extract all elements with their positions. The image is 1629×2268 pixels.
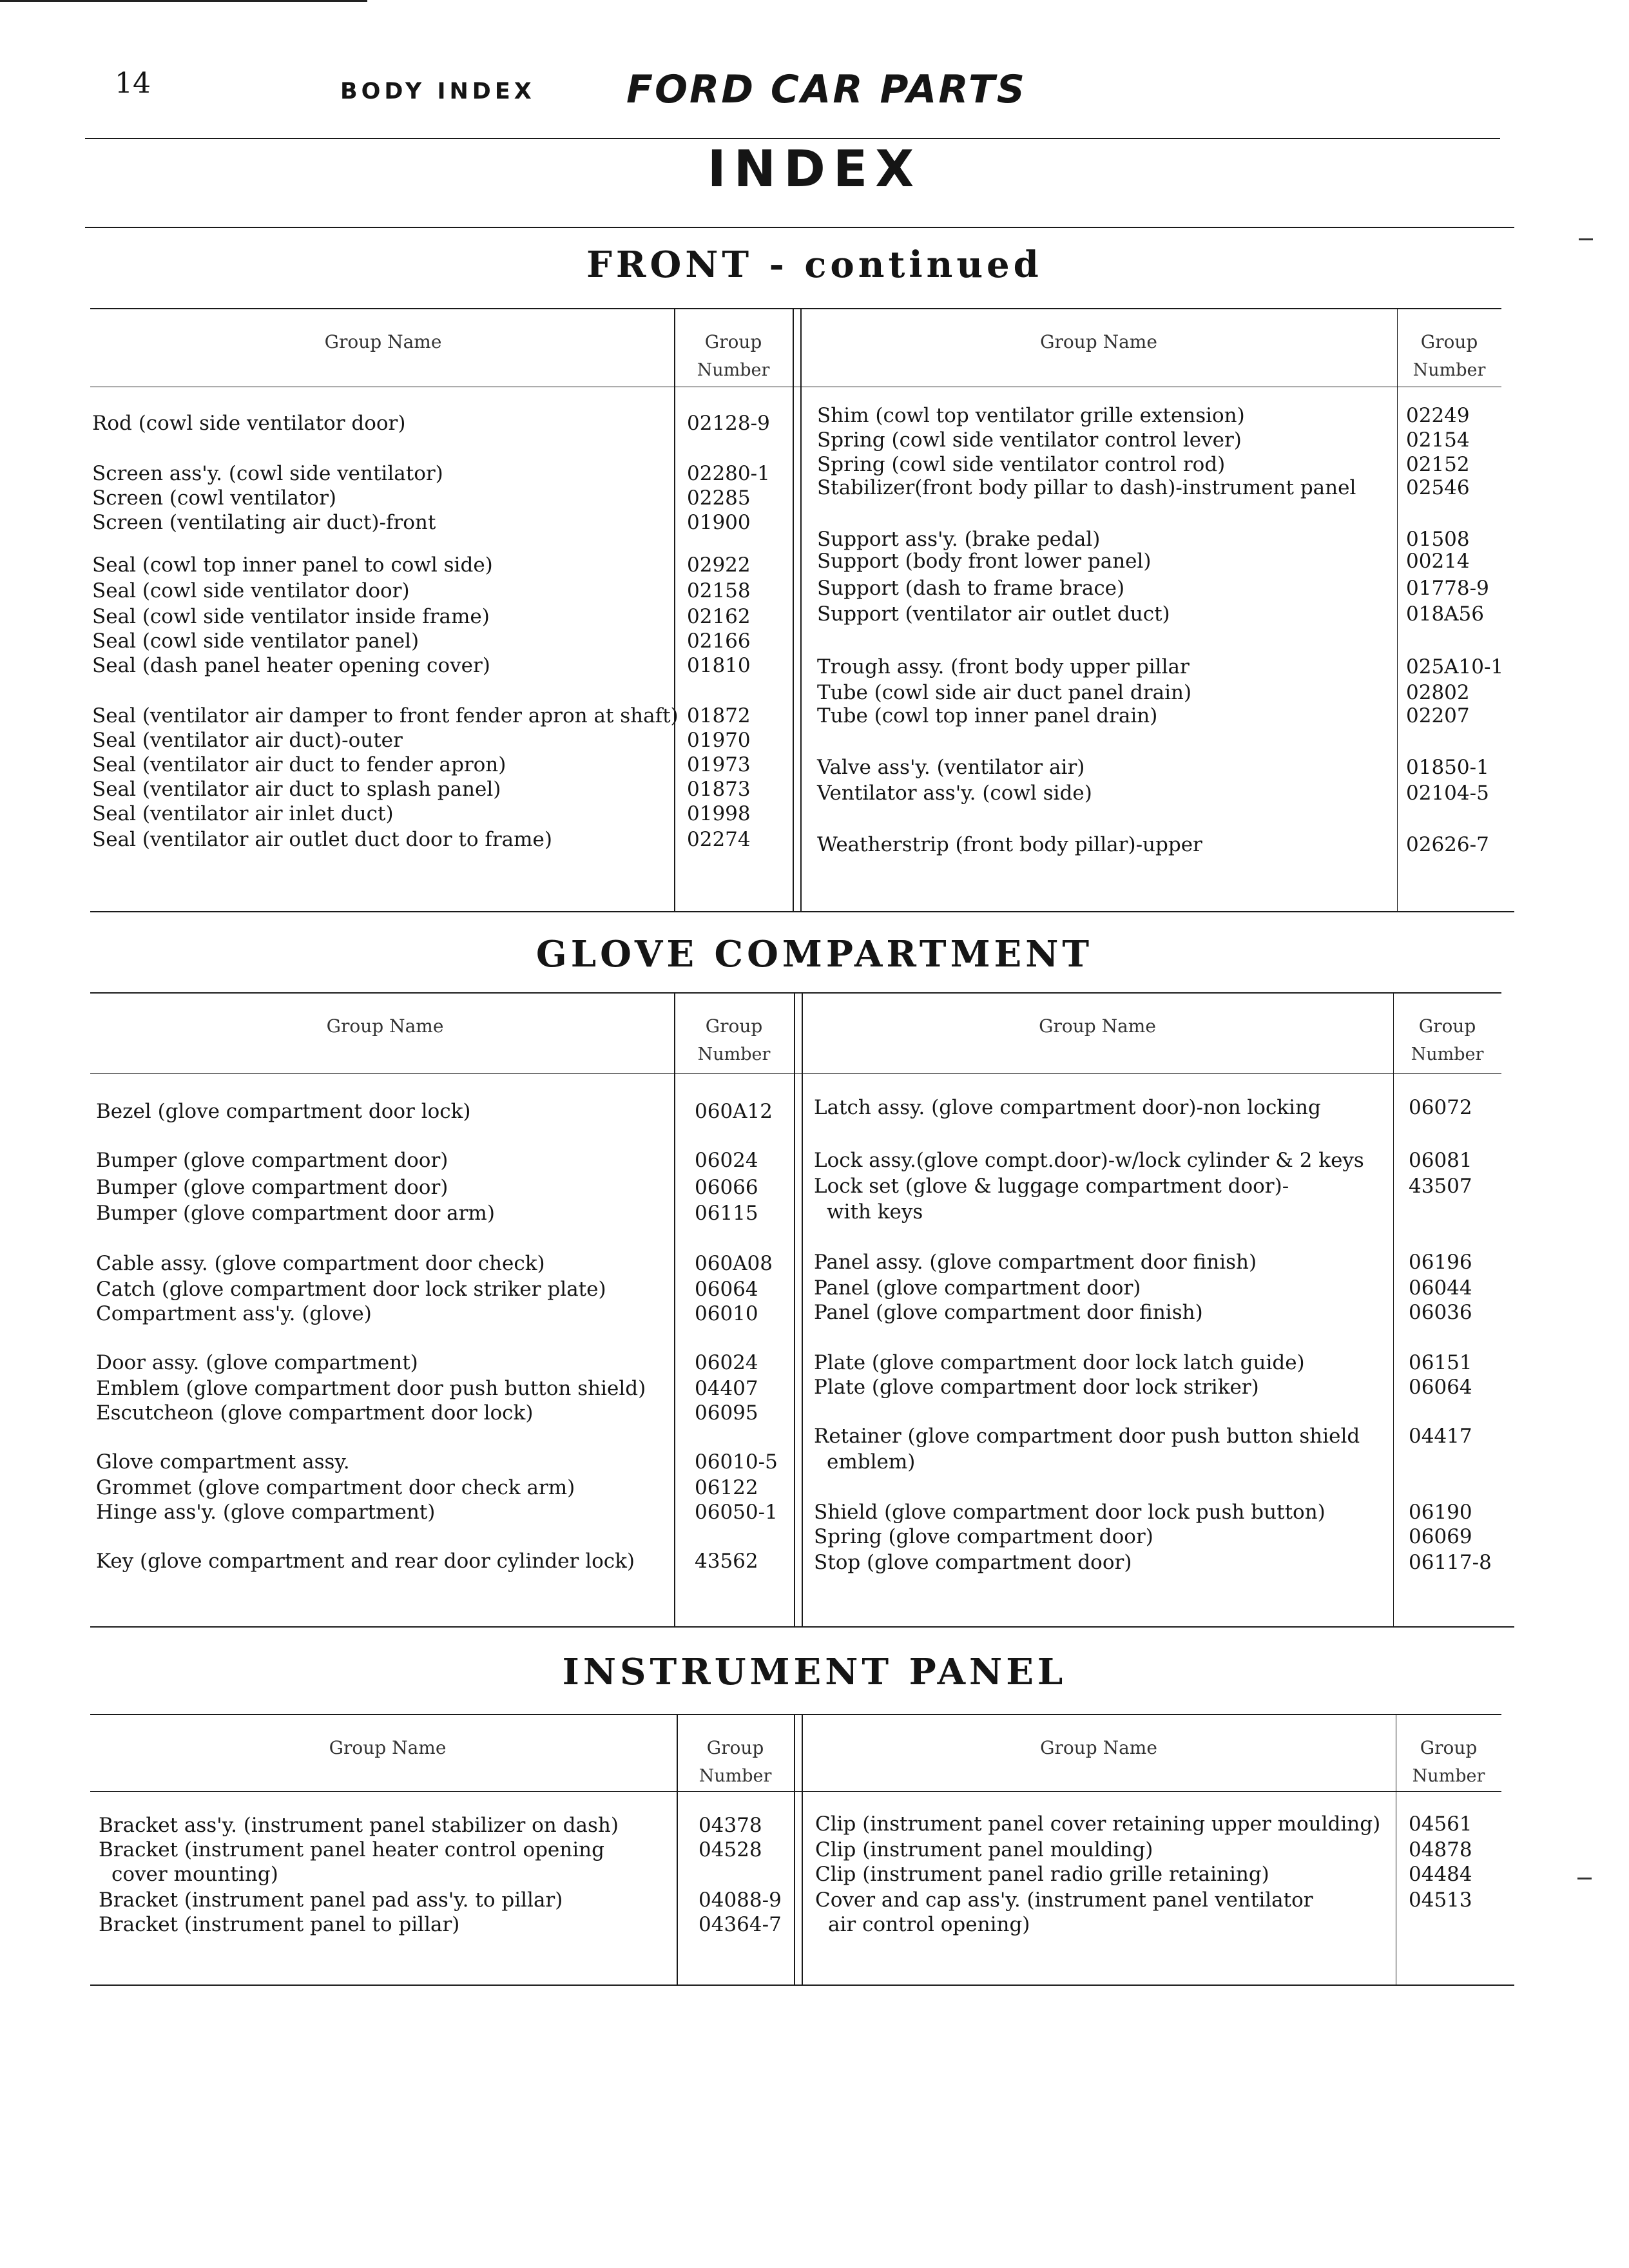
group-number: 04528 bbox=[699, 1838, 762, 1861]
group-number: 43507 bbox=[1409, 1175, 1472, 1198]
part-name: Trough assy. (front body upper pillar bbox=[817, 655, 1190, 678]
part-name: Emblem (glove compartment door push button shield) bbox=[96, 1377, 646, 1400]
group-number: 04407 bbox=[695, 1377, 758, 1400]
group-number: 04364-7 bbox=[699, 1913, 782, 1936]
group-number: 06024 bbox=[695, 1149, 758, 1172]
group-number: 02280-1 bbox=[687, 462, 770, 485]
group-number: 02285 bbox=[687, 486, 751, 510]
table-header-rule bbox=[90, 1791, 1501, 1792]
part-name: Ventilator ass'y. (cowl side) bbox=[817, 782, 1092, 805]
group-number: 06072 bbox=[1409, 1096, 1472, 1119]
group-number: 06066 bbox=[695, 1176, 758, 1199]
part-name: Rod (cowl side ventilator door) bbox=[92, 412, 406, 435]
part-name: Tube (cowl side air duct panel drain) bbox=[817, 681, 1192, 704]
part-name: Panel assy. (glove compartment door finish) bbox=[814, 1251, 1257, 1274]
part-name: Weatherstrip (front body pillar)-upper bbox=[817, 833, 1202, 856]
group-number: 04484 bbox=[1409, 1863, 1472, 1886]
group-number: 06122 bbox=[695, 1476, 758, 1499]
group-number: 02158 bbox=[687, 579, 751, 602]
part-name: Seal (cowl side ventilator inside frame) bbox=[92, 605, 490, 628]
group-number: 01873 bbox=[687, 778, 751, 801]
part-name: Seal (cowl side ventilator door) bbox=[92, 579, 410, 602]
part-name: Plate (glove compartment door lock striker) bbox=[814, 1376, 1259, 1399]
part-name: Spring (cowl side ventilator control lever) bbox=[817, 428, 1242, 452]
header-label: Number bbox=[1411, 1044, 1484, 1064]
part-name: Seal (ventilator air inlet duct) bbox=[92, 802, 394, 825]
group-number: 06024 bbox=[695, 1351, 758, 1374]
top-edge-rule bbox=[0, 0, 367, 2]
part-name: Tube (cowl top inner panel drain) bbox=[817, 704, 1158, 727]
part-name: Support (ventilator air outlet duct) bbox=[817, 602, 1170, 626]
group-number: 00214 bbox=[1406, 550, 1470, 573]
header-label: Number bbox=[697, 360, 770, 380]
group-number: 04088-9 bbox=[699, 1888, 782, 1912]
part-name: air control opening) bbox=[828, 1913, 1030, 1936]
header-label: Group bbox=[705, 1015, 763, 1037]
part-name: Shim (cowl top ventilator grille extension) bbox=[817, 404, 1245, 427]
group-number: 025A10-1 bbox=[1406, 655, 1504, 678]
part-name: Glove compartment assy. bbox=[96, 1450, 350, 1474]
column-header-group-name bbox=[99, 1737, 677, 1758]
table-top-rule bbox=[90, 308, 1501, 309]
group-number: 01998 bbox=[687, 802, 751, 825]
column-header-group-name bbox=[96, 1015, 674, 1037]
group-number: 04417 bbox=[1409, 1425, 1472, 1448]
part-name: Retainer (glove compartment door push button shield bbox=[814, 1425, 1360, 1448]
group-number: 06069 bbox=[1409, 1525, 1472, 1548]
table-bottom-rule bbox=[90, 911, 1514, 912]
page-number: 14 bbox=[115, 67, 151, 100]
group-number: 02922 bbox=[687, 553, 751, 577]
part-name: Bracket (instrument panel pad ass'y. to pillar) bbox=[99, 1888, 563, 1912]
part-name: Catch (glove compartment door lock striker plate) bbox=[96, 1278, 606, 1301]
group-number: 060A08 bbox=[695, 1252, 773, 1275]
group-number: 02154 bbox=[1406, 428, 1470, 452]
header-label: Group bbox=[704, 331, 762, 352]
column-divider bbox=[674, 308, 675, 911]
part-name: Hinge ass'y. (glove compartment) bbox=[96, 1501, 436, 1524]
part-name: Seal (ventilator air duct)-outer bbox=[92, 729, 403, 752]
part-name: Seal (dash panel heater opening cover) bbox=[92, 654, 490, 677]
group-number: 02128-9 bbox=[687, 412, 770, 435]
part-name: Bezel (glove compartment door lock) bbox=[96, 1100, 471, 1123]
header-label: Group Name bbox=[324, 331, 442, 352]
part-name: Seal (cowl top inner panel to cowl side) bbox=[92, 553, 493, 577]
group-number: 06081 bbox=[1409, 1149, 1472, 1172]
part-name: Support (body front lower panel) bbox=[817, 550, 1152, 573]
part-name: Cable assy. (glove compartment door check) bbox=[96, 1252, 545, 1275]
group-number: 43562 bbox=[695, 1550, 758, 1573]
column-divider bbox=[800, 308, 802, 911]
header-label: Group bbox=[706, 1737, 764, 1758]
index-rule bbox=[85, 227, 1514, 228]
header-label: Group Name bbox=[1039, 1015, 1156, 1037]
column-header-group-number bbox=[1397, 331, 1501, 380]
part-name: Bracket (instrument panel heater control opening bbox=[99, 1838, 604, 1861]
column-header-group-number bbox=[674, 331, 793, 380]
column-header-group-number bbox=[1396, 1737, 1501, 1786]
part-name: Bumper (glove compartment door) bbox=[96, 1149, 448, 1172]
group-number: 02546 bbox=[1406, 476, 1470, 499]
part-name: with keys bbox=[827, 1200, 923, 1224]
group-number: 06036 bbox=[1409, 1301, 1472, 1324]
group-number: 02152 bbox=[1406, 453, 1470, 476]
column-divider bbox=[674, 992, 675, 1626]
group-number: 060A12 bbox=[695, 1100, 773, 1123]
header-label: Number bbox=[699, 1766, 772, 1786]
group-number: 02802 bbox=[1406, 681, 1470, 704]
group-number: 02207 bbox=[1406, 704, 1470, 727]
group-number: 06115 bbox=[695, 1202, 758, 1225]
part-name: Seal (ventilator air damper to front fender apron at shaft) bbox=[92, 704, 679, 727]
group-number: 01810 bbox=[687, 654, 751, 677]
table-top-rule bbox=[90, 992, 1501, 994]
part-name: Bumper (glove compartment door arm) bbox=[96, 1202, 495, 1225]
part-name: Bumper (glove compartment door) bbox=[96, 1176, 448, 1199]
margin-mark bbox=[1579, 238, 1593, 240]
table-header-rule bbox=[90, 1073, 1501, 1074]
part-name: Stabilizer(front body pillar to dash)-instrument panel bbox=[817, 476, 1356, 499]
group-number: 02274 bbox=[687, 828, 751, 851]
column-divider bbox=[1393, 992, 1394, 1626]
margin-mark bbox=[1577, 1878, 1592, 1879]
part-name: Grommet (glove compartment door check arm) bbox=[96, 1476, 575, 1499]
part-name: Compartment ass'y. (glove) bbox=[96, 1302, 372, 1325]
table-top-rule bbox=[90, 1714, 1501, 1715]
table-bottom-rule bbox=[90, 1626, 1514, 1628]
header-label: Group Name bbox=[1040, 331, 1157, 352]
group-number: 04878 bbox=[1409, 1838, 1472, 1861]
part-name: Screen (ventilating air duct)-front bbox=[92, 511, 436, 534]
part-name: Panel (glove compartment door finish) bbox=[814, 1301, 1203, 1324]
header-label: Number bbox=[1412, 360, 1486, 380]
group-number: 01973 bbox=[687, 753, 751, 776]
header-label: Group Name bbox=[329, 1737, 447, 1758]
part-name: Escutcheon (glove compartment door lock) bbox=[96, 1401, 534, 1425]
group-number: 02166 bbox=[687, 629, 751, 653]
table-bottom-rule bbox=[90, 1984, 1514, 1986]
group-number: 01508 bbox=[1406, 528, 1470, 551]
column-divider bbox=[793, 308, 794, 911]
part-name: Stop (glove compartment door) bbox=[814, 1551, 1132, 1574]
column-divider bbox=[794, 992, 795, 1626]
part-name: Cover and cap ass'y. (instrument panel ventilator bbox=[815, 1888, 1313, 1912]
part-name: Shield (glove compartment door lock push button) bbox=[814, 1501, 1325, 1524]
part-name: Lock set (glove & luggage compartment door)- bbox=[814, 1175, 1289, 1198]
column-header-group-name bbox=[800, 331, 1397, 352]
part-name: Screen ass'y. (cowl side ventilator) bbox=[92, 462, 443, 485]
brand-title: FORD CAR PARTS bbox=[626, 67, 1027, 112]
section-title: GLOVE COMPARTMENT bbox=[535, 933, 1094, 975]
group-number: 06044 bbox=[1409, 1276, 1472, 1300]
part-name: Support (dash to frame brace) bbox=[817, 577, 1125, 600]
group-number: 01900 bbox=[687, 511, 751, 534]
group-number: 06064 bbox=[695, 1278, 758, 1301]
group-number: 04378 bbox=[699, 1814, 762, 1837]
column-divider bbox=[794, 1714, 795, 1984]
header-label: Number bbox=[1412, 1766, 1485, 1786]
part-name: Support ass'y. (brake pedal) bbox=[817, 528, 1101, 551]
group-number: 06095 bbox=[695, 1401, 758, 1425]
part-name: Spring (glove compartment door) bbox=[814, 1525, 1153, 1548]
part-name: Key (glove compartment and rear door cylinder lock) bbox=[96, 1550, 635, 1573]
column-divider bbox=[802, 992, 803, 1626]
part-name: Spring (cowl side ventilator control rod) bbox=[817, 453, 1226, 476]
group-number: 01778-9 bbox=[1406, 577, 1489, 600]
group-number: 06010 bbox=[695, 1302, 758, 1325]
group-number: 06151 bbox=[1409, 1351, 1472, 1374]
group-number: 02626-7 bbox=[1406, 833, 1489, 856]
group-number: 06010-5 bbox=[695, 1450, 778, 1474]
group-number: 06064 bbox=[1409, 1376, 1472, 1399]
part-name: emblem) bbox=[827, 1450, 916, 1474]
column-header-group-number bbox=[674, 1015, 794, 1064]
section-title: FRONT - continued bbox=[586, 244, 1043, 286]
header-label: Group bbox=[1418, 1015, 1476, 1037]
column-header-group-name bbox=[802, 1737, 1396, 1758]
group-number: 02249 bbox=[1406, 404, 1470, 427]
header-label: Group Name bbox=[326, 1015, 444, 1037]
group-number: 018A56 bbox=[1406, 602, 1485, 626]
part-name: Door assy. (glove compartment) bbox=[96, 1351, 418, 1374]
header-label: Number bbox=[697, 1044, 771, 1064]
group-number: 01850-1 bbox=[1406, 756, 1489, 779]
part-name: Clip (instrument panel radio grille retaining) bbox=[815, 1863, 1269, 1886]
column-divider bbox=[1397, 308, 1398, 911]
section-label: BODY INDEX bbox=[340, 79, 535, 104]
header-label: Group bbox=[1420, 331, 1478, 352]
group-number: 01970 bbox=[687, 729, 751, 752]
part-name: cover mounting) bbox=[111, 1863, 278, 1886]
part-name: Valve ass'y. (ventilator air) bbox=[817, 756, 1085, 779]
header-label: Group Name bbox=[1040, 1737, 1157, 1758]
column-header-group-number bbox=[1393, 1015, 1501, 1064]
part-name: Panel (glove compartment door) bbox=[814, 1276, 1141, 1300]
header-rule bbox=[85, 138, 1500, 139]
part-name: Clip (instrument panel moulding) bbox=[815, 1838, 1153, 1861]
index-title: INDEX bbox=[707, 140, 922, 198]
group-number: 02104-5 bbox=[1406, 782, 1489, 805]
group-number: 04513 bbox=[1409, 1888, 1472, 1912]
part-name: Seal (cowl side ventilator panel) bbox=[92, 629, 419, 653]
group-number: 01872 bbox=[687, 704, 751, 727]
part-name: Seal (ventilator air outlet duct door to frame) bbox=[92, 828, 552, 851]
part-name: Clip (instrument panel cover retaining upper moulding) bbox=[815, 1812, 1381, 1836]
part-name: Latch assy. (glove compartment door)-non locking bbox=[814, 1096, 1321, 1119]
header-label: Group bbox=[1420, 1737, 1478, 1758]
part-name: Screen (cowl ventilator) bbox=[92, 486, 336, 510]
group-number: 06196 bbox=[1409, 1251, 1472, 1274]
part-name: Seal (ventilator air duct to splash panel) bbox=[92, 778, 501, 801]
column-header-group-name bbox=[92, 331, 674, 352]
group-number: 04561 bbox=[1409, 1812, 1472, 1836]
part-name: Seal (ventilator air duct to fender apron) bbox=[92, 753, 506, 776]
group-number: 02162 bbox=[687, 605, 751, 628]
group-number: 06117-8 bbox=[1409, 1551, 1492, 1574]
part-name: Bracket ass'y. (instrument panel stabilizer on dash) bbox=[99, 1814, 619, 1837]
section-title: INSTRUMENT PANEL bbox=[562, 1651, 1067, 1693]
part-name: Bracket (instrument panel to pillar) bbox=[99, 1913, 460, 1936]
group-number: 06190 bbox=[1409, 1501, 1472, 1524]
column-header-group-name bbox=[802, 1015, 1393, 1037]
column-header-group-number bbox=[677, 1737, 794, 1786]
part-name: Lock assy.(glove compt.door)-w/lock cylinder & 2 keys bbox=[814, 1149, 1364, 1172]
part-name: Plate (glove compartment door lock latch guide) bbox=[814, 1351, 1305, 1374]
group-number: 06050-1 bbox=[695, 1501, 778, 1524]
